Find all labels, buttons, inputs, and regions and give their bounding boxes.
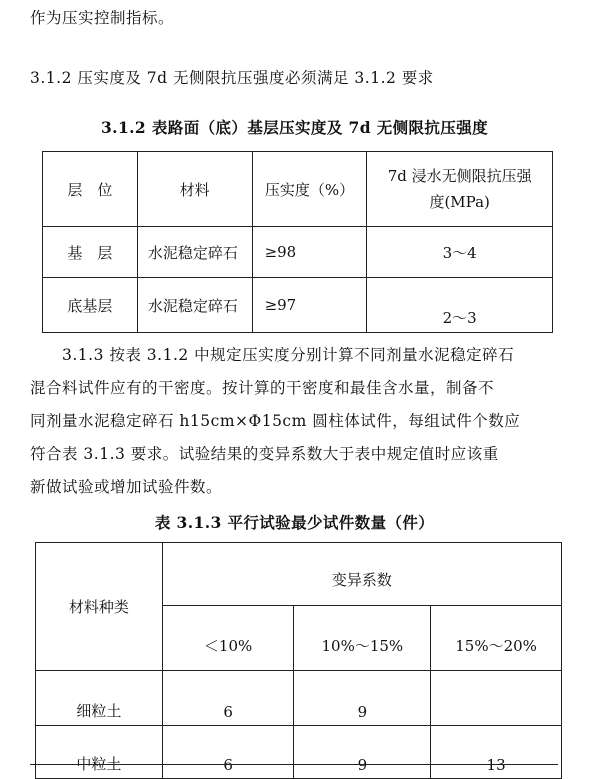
table-cell: 2～3 [367,278,553,333]
table-cell: 基 层 [43,227,138,278]
header-cell: 层 位 [43,152,138,227]
header-cell: 压实度（%） [252,152,367,227]
table-cell [431,671,562,726]
paragraph-line: 3.1.2 压实度及 7d 无侧限抗压强度必须满足 3.1.2 要求 [30,69,434,87]
header-cell: 材料 [137,152,252,227]
bottom-divider [30,764,558,765]
table-row [36,671,562,726]
header-cell: 材料种类 [36,543,163,671]
table-title: 表 3.1.3 平行试验最少试件数量（件） [154,513,435,532]
paragraph-line: 作为压实控制指标。 [30,9,175,27]
table-row [43,278,553,333]
table-cell: 9 [294,671,431,726]
header-cell: 15%～20% [431,606,562,671]
header-cell: 变异系数 [162,543,561,606]
table-title: 3.1.2 表路面（底）基层压实度及 7d 无侧限抗压强度 [100,118,489,137]
table-cell: ≥97 [252,278,367,333]
table-row [43,227,553,278]
table-cell: 13 [431,726,562,779]
table-header-row [43,152,553,227]
paragraph-line: 新做试验或增加试验件数。 [30,478,223,496]
paragraph-line: 混合料试件应有的干密度。按计算的干密度和最佳含水量，制备不 [30,379,495,397]
parallel-test-table [35,542,562,779]
header-cell-line: 度(MPa) [429,193,490,211]
table-cell: 中粒土 [36,726,163,779]
header-cell-line: 7d 浸水无侧限抗压强 [387,167,532,185]
header-cell: ＜10% [162,606,294,671]
table-cell: 3～4 [367,227,553,278]
header-cell: 10%～15% [294,606,431,671]
table-cell: 9 [294,726,431,779]
table-cell: 水泥稳定碎石 [137,227,252,278]
paragraph-line: 符合表 3.1.3 要求。试验结果的变异系数大于表中规定值时应该重 [30,445,499,463]
table-cell: 6 [162,726,294,779]
compaction-strength-table [42,151,553,333]
table-cell: 6 [162,671,294,726]
paragraph-line: 3.1.3 按表 3.1.2 中规定压实度分别计算不同剂量水泥稳定碎石 [62,346,515,364]
header-cell [367,152,553,227]
paragraph-line: 同剂量水泥稳定碎石 h15cm×Φ15cm 圆柱体试件，每组试件个数应 [30,412,521,430]
table-cell: 细粒土 [36,671,163,726]
table-cell: 底基层 [43,278,138,333]
table-row [36,726,562,779]
table-cell: ≥98 [252,227,367,278]
table-cell: 水泥稳定碎石 [137,278,252,333]
table-header-row [36,543,562,606]
